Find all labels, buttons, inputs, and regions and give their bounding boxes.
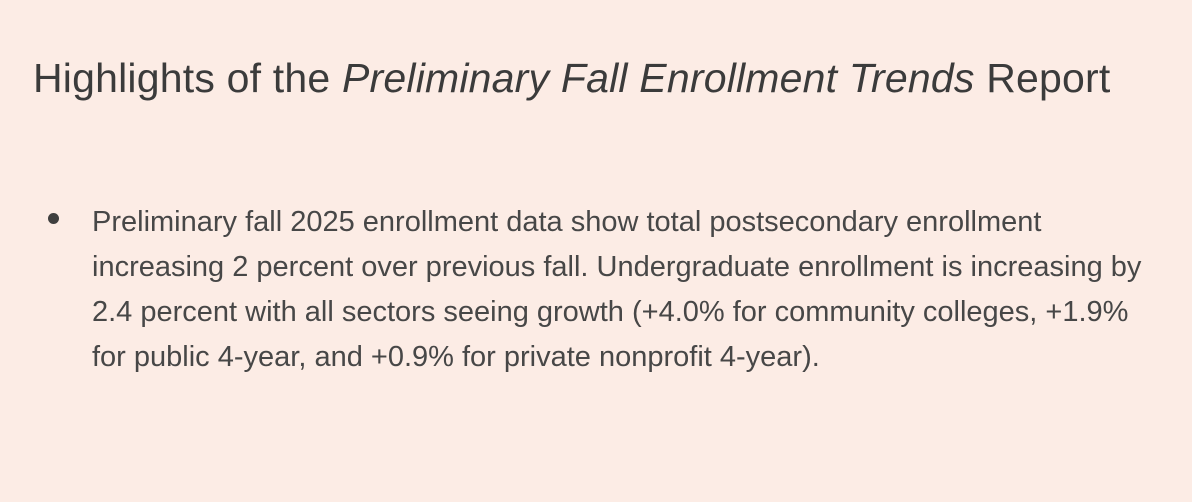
page-title	[33, 50, 1113, 107]
bullet-icon	[48, 213, 59, 224]
bullet-text: Preliminary fall 2025 enrollment data show total postsecondary enrollment increasing 2 percent over previous fall. Undergraduate enrollment is increasing by 2.4 percent with all sectors seeing growth (+4.0% for community colleges, +1.9% for public 4-year, and +0.9% for private nonprofit 4-year).	[92, 206, 1142, 373]
highlights-list	[33, 200, 1152, 380]
page-title-suffix: Report	[974, 55, 1111, 101]
page-title-prefix: Highlights of the	[33, 55, 342, 101]
list-item	[33, 200, 1142, 380]
page-title-report-name: Preliminary Fall Enrollment Trends	[342, 55, 975, 101]
